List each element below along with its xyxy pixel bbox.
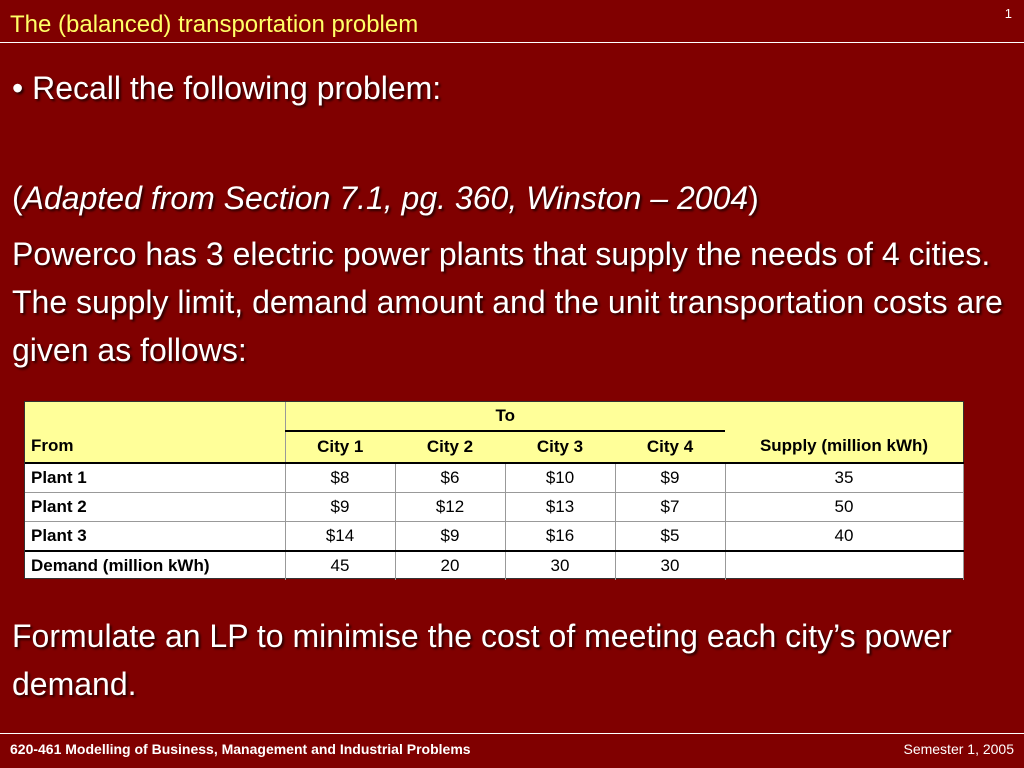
transportation-table bbox=[24, 401, 964, 579]
problem-description: Powerco has 3 electric power plants that supply the needs of 4 cities. The supply limit, demand amount and the unit transportation costs are given as follows: bbox=[12, 236, 1003, 368]
city-header: City 2 bbox=[395, 431, 505, 463]
cost-cell: $9 bbox=[395, 522, 505, 552]
footer-divider bbox=[0, 733, 1024, 734]
supply-cell: 35 bbox=[725, 463, 963, 493]
slide-title: The (balanced) transportation problem bbox=[10, 11, 419, 38]
title-divider bbox=[0, 42, 1024, 43]
demand-cell: 45 bbox=[285, 551, 395, 580]
demand-cell: 30 bbox=[505, 551, 615, 580]
task-statement: Formulate an LP to minimise the cost of meeting each city’s power demand. bbox=[12, 618, 952, 702]
source-close-paren: ) bbox=[748, 180, 759, 216]
city-header: City 3 bbox=[505, 431, 615, 463]
demand-row bbox=[25, 551, 963, 580]
cost-cell: $9 bbox=[285, 493, 395, 522]
source-open-paren: ( bbox=[12, 180, 23, 216]
footer-semester: Semester 1, 2005 bbox=[903, 741, 1014, 757]
plant-label: Plant 3 bbox=[25, 522, 285, 552]
table-row bbox=[25, 493, 963, 522]
table-row bbox=[25, 522, 963, 552]
slide-number: 1 bbox=[1004, 6, 1012, 21]
cost-cell: $13 bbox=[505, 493, 615, 522]
city-header: City 1 bbox=[285, 431, 395, 463]
to-header: To bbox=[285, 402, 725, 431]
demand-cell: 30 bbox=[615, 551, 725, 580]
bullet-recall: • Recall the following problem: bbox=[12, 70, 442, 106]
plant-label: Plant 2 bbox=[25, 493, 285, 522]
cost-cell: $14 bbox=[285, 522, 395, 552]
supply-cell: 40 bbox=[725, 522, 963, 552]
demand-label: Demand (million kWh) bbox=[25, 551, 285, 580]
from-header: From bbox=[25, 402, 285, 463]
cost-cell: $6 bbox=[395, 463, 505, 493]
table-header-row-top bbox=[25, 402, 963, 431]
cost-cell: $9 bbox=[615, 463, 725, 493]
cost-table bbox=[25, 402, 964, 580]
city-header: City 4 bbox=[615, 431, 725, 463]
cost-cell: $10 bbox=[505, 463, 615, 493]
source-citation bbox=[12, 174, 1012, 222]
footer-course: 620-461 Modelling of Business, Management and Industrial Problems bbox=[10, 741, 471, 757]
demand-cell: 20 bbox=[395, 551, 505, 580]
cost-cell: $16 bbox=[505, 522, 615, 552]
supply-cell: 50 bbox=[725, 493, 963, 522]
table-row bbox=[25, 463, 963, 493]
cost-cell: $8 bbox=[285, 463, 395, 493]
source-italic-text: Adapted from Section 7.1, pg. 360, Winston – 2004 bbox=[22, 180, 749, 216]
cost-cell: $5 bbox=[615, 522, 725, 552]
empty-supply-cell bbox=[725, 551, 963, 580]
cost-cell: $12 bbox=[395, 493, 505, 522]
cost-cell: $7 bbox=[615, 493, 725, 522]
plant-label: Plant 1 bbox=[25, 463, 285, 493]
supply-header: Supply (million kWh) bbox=[725, 402, 963, 463]
